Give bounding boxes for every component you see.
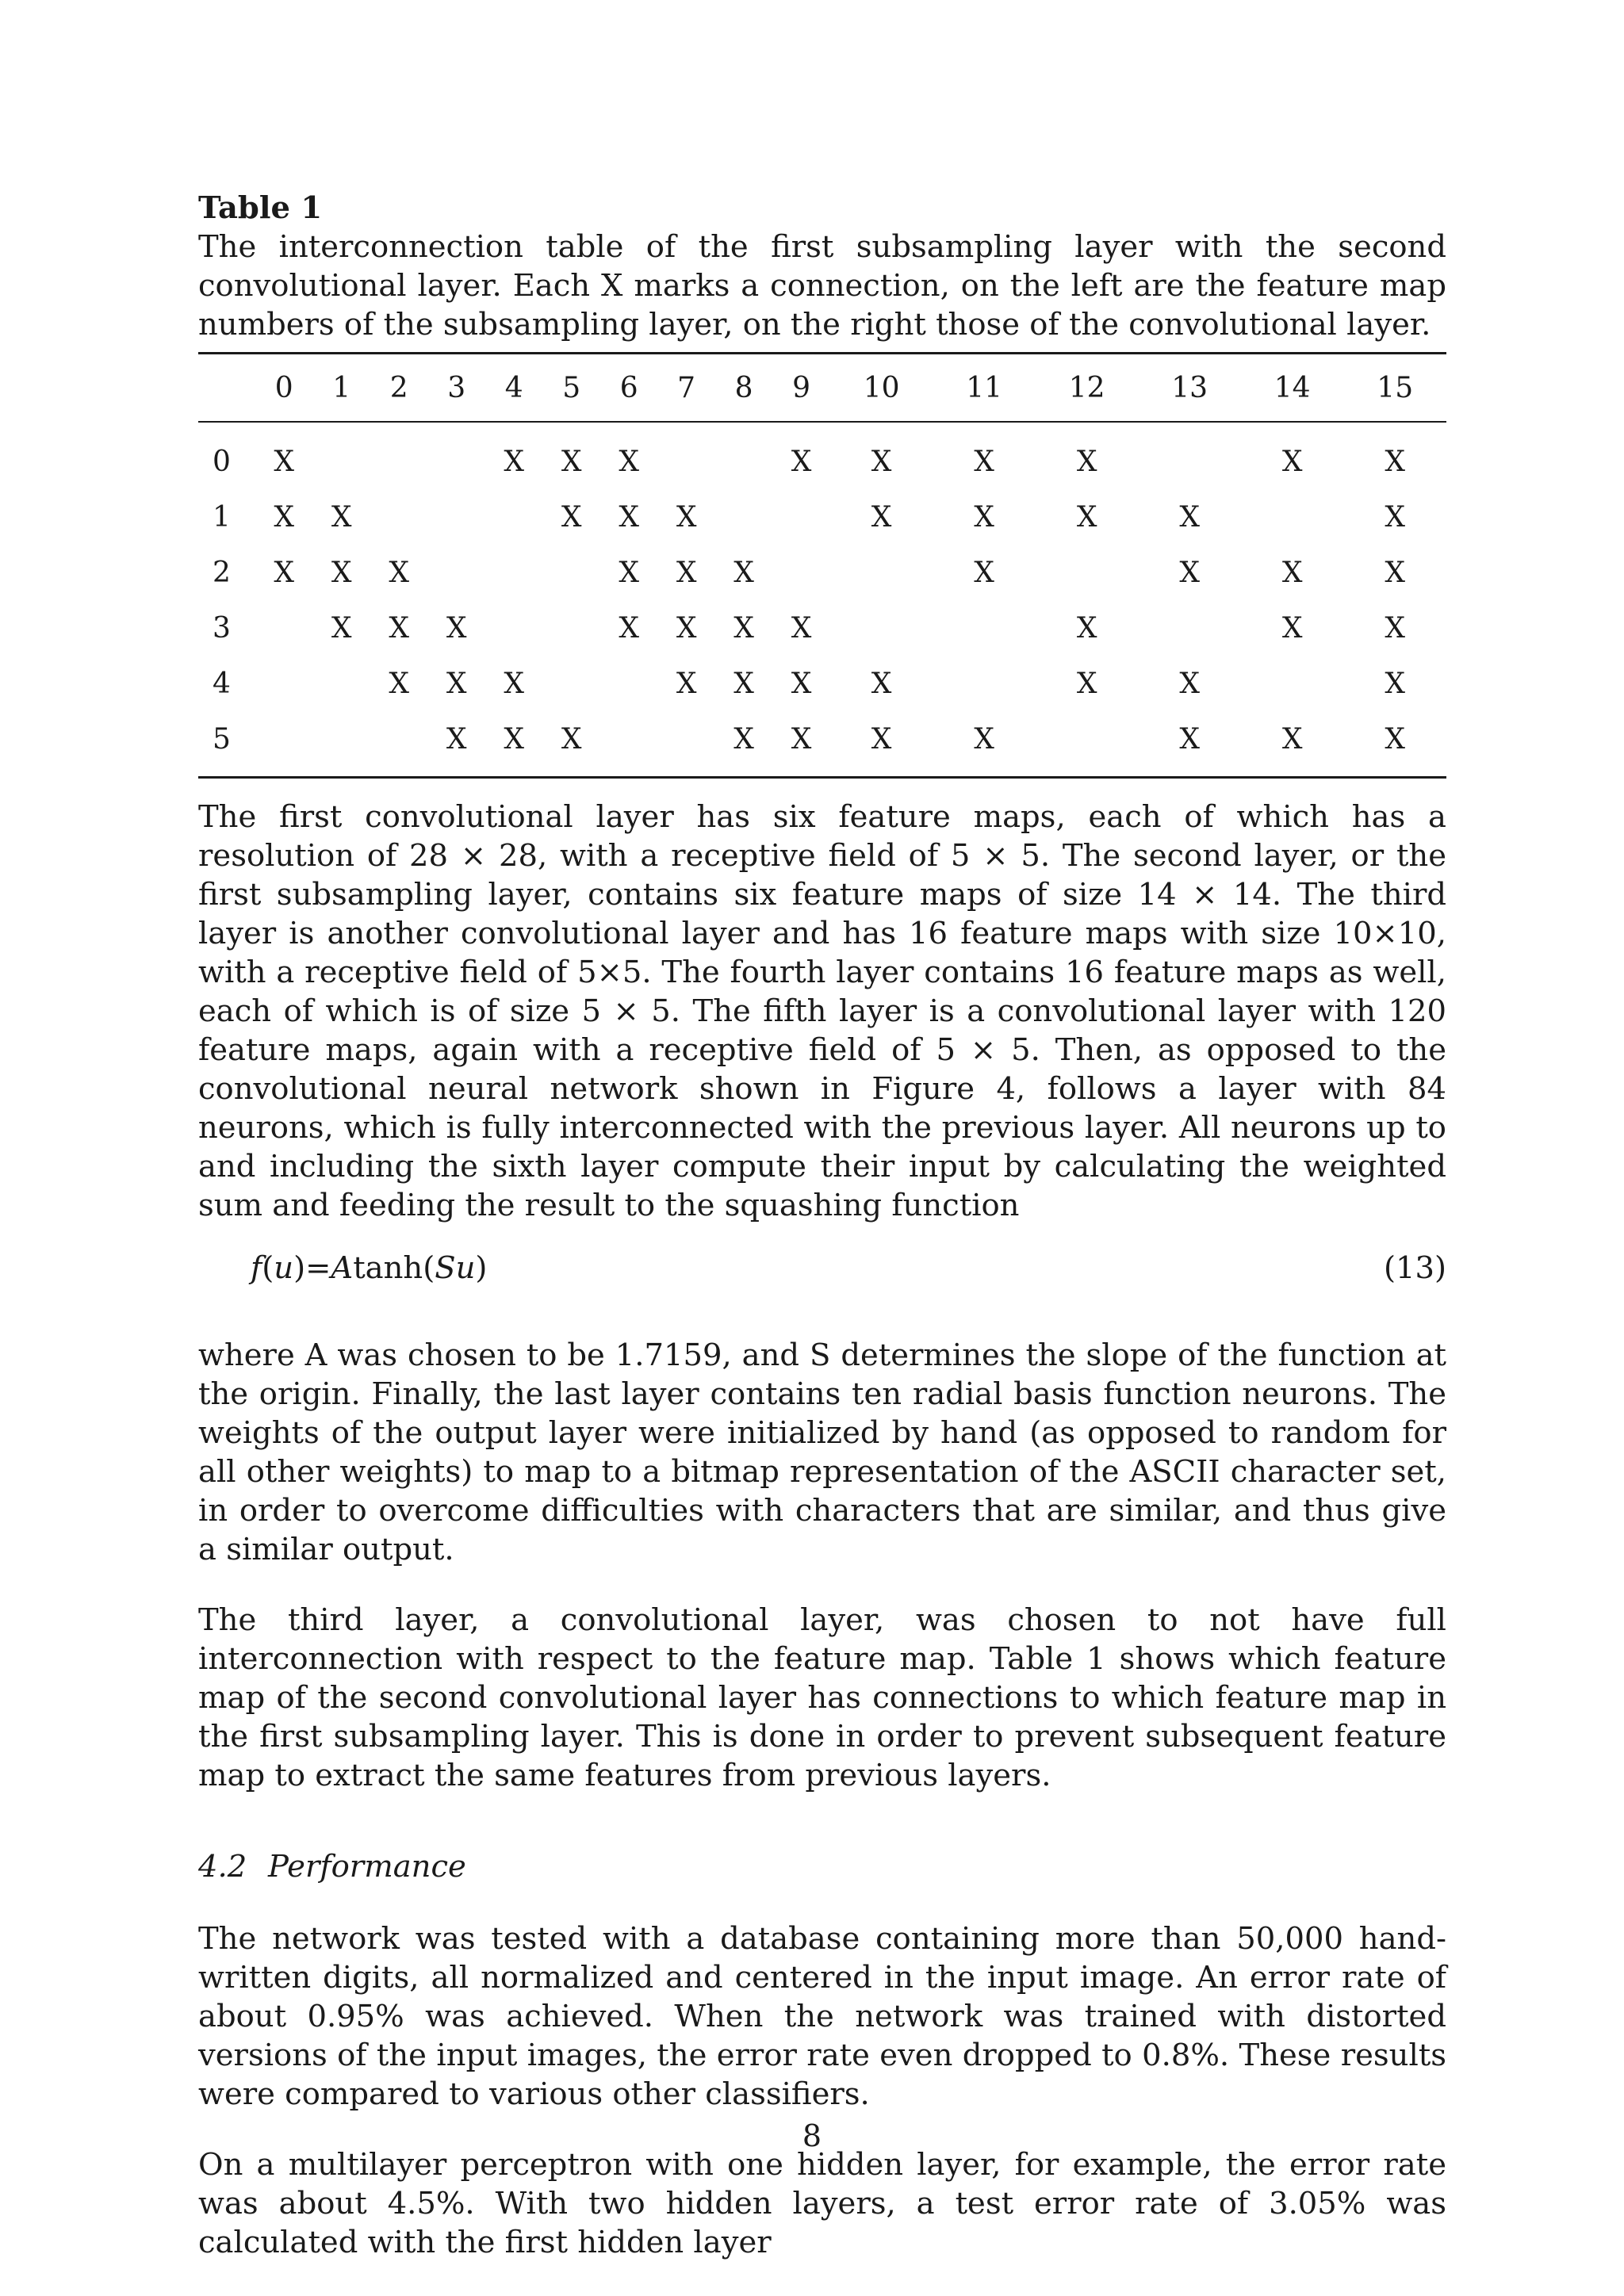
connection-cell: X <box>619 611 639 645</box>
equation <box>198 1241 1446 1304</box>
connection-cell <box>830 600 933 656</box>
connection-cell: X <box>561 722 582 756</box>
connection-cell: X <box>504 667 524 700</box>
connection-cell: X <box>1076 445 1097 478</box>
equation-u: u <box>455 1250 476 1286</box>
connection-cell: X <box>733 722 754 756</box>
connection-cell <box>485 545 542 600</box>
connection-cell <box>772 489 829 545</box>
table-header-cell: 3 <box>447 371 466 404</box>
connection-cell: X <box>619 500 639 534</box>
connection-cell: X <box>733 667 754 700</box>
connection-cell <box>255 711 312 778</box>
table-caption: The interconnection table of the first subsampling layer with the second convolutional layer. Each X marks a connection, on the left are the feature map numbers of the subsampling layer, on the right those of the convolutional layer. <box>198 229 1446 342</box>
table-header-cell: 6 <box>619 371 638 404</box>
table-header-row <box>198 354 1446 423</box>
connection-cell <box>657 422 714 489</box>
equation-s: S <box>435 1250 456 1286</box>
row-label-cell: 1 <box>213 500 231 534</box>
connection-cell: X <box>331 611 352 645</box>
connection-cell <box>427 422 485 489</box>
connection-cell: X <box>791 611 812 645</box>
connection-cell: X <box>1385 500 1406 534</box>
connection-cell: X <box>1385 667 1406 700</box>
equation-a: A <box>331 1250 354 1286</box>
connection-cell <box>1138 600 1241 656</box>
connection-cell: X <box>1281 445 1303 478</box>
connection-cell: X <box>1281 722 1303 756</box>
table-row <box>198 600 1446 656</box>
connection-cell: X <box>974 500 994 534</box>
equation-equals: = <box>305 1250 331 1286</box>
connection-cell: X <box>871 722 892 756</box>
connection-cell: X <box>274 445 295 478</box>
connection-cell: X <box>1281 556 1303 589</box>
connection-cell <box>933 600 1036 656</box>
connection-cell: X <box>1385 722 1406 756</box>
connection-cell <box>255 600 312 656</box>
connection-cell: X <box>1179 722 1200 756</box>
connection-cell: X <box>1385 611 1406 645</box>
table-header-cell: 13 <box>1171 371 1208 404</box>
document-page <box>198 189 1446 2262</box>
connection-cell: X <box>676 556 697 589</box>
page-number: 8 <box>802 2118 822 2153</box>
connection-cell: X <box>504 445 524 478</box>
connection-cell: X <box>1076 500 1097 534</box>
connection-cell: X <box>791 722 812 756</box>
equation-f: f <box>251 1250 262 1286</box>
connection-cell: X <box>1179 500 1200 534</box>
connection-cell <box>255 656 312 711</box>
connection-cell: X <box>561 445 582 478</box>
connection-cell: X <box>619 556 639 589</box>
connection-cell: X <box>1179 667 1200 700</box>
paragraph: The network was tested with a database containing more than 50,000 hand-written digits, all normalized and centered in the input image. An error rate of about 0.95% was achieved. When the network was trained with distorted versions of the input images, the error rate even dropped to 0.8%. These results were compared to various other classifiers. <box>198 1921 1446 2112</box>
equation-u: u <box>274 1250 294 1286</box>
paragraph: The first convolutional layer has six feature maps, each of which has a resolution of 28 × 28, with a receptive field of 5 × 5. The second layer, or the first subsampling layer, contains six feature maps of size 14 × 14. The third layer is another convolutional layer and has 16 feature maps with size 10×10, with a receptive field of 5×5. The fourth layer contains 16 feature maps as well, each of which is of size 5 × 5. The fifth layer is a convolutional layer with 120 feature maps, again with a receptive field of 5 × 5. Then, as opposed to the convolutional neural network shown in Figure 4, follows a layer with 84 neurons, which is fully interconnected with the previous layer. All neurons up to and including the sixth layer compute their input by calculating the weighted sum and feeding the result to the squashing function <box>198 799 1446 1223</box>
connection-cell: X <box>331 556 352 589</box>
connection-cell: X <box>331 500 352 534</box>
connection-cell: X <box>274 500 295 534</box>
table-header-cell: 11 <box>966 371 1003 404</box>
table-header-cell: 14 <box>1274 371 1311 404</box>
section-number: 4.2 <box>198 1849 247 1885</box>
table-header-cell: 4 <box>504 371 523 404</box>
connection-cell: X <box>733 611 754 645</box>
connection-cell <box>715 489 772 545</box>
connection-cell: X <box>791 445 812 478</box>
table-header-cell: 0 <box>274 371 293 404</box>
interconnection-table <box>198 352 1446 779</box>
connection-cell <box>312 656 370 711</box>
connection-cell: X <box>733 556 754 589</box>
table-title: Table 1 <box>198 190 323 226</box>
connection-cell: X <box>676 500 697 534</box>
connection-cell <box>1036 545 1139 600</box>
table-row <box>198 489 1446 545</box>
connection-cell <box>485 600 542 656</box>
connection-cell <box>542 656 599 711</box>
connection-cell <box>1241 656 1344 711</box>
connection-cell: X <box>446 611 467 645</box>
row-label-cell: 2 <box>213 556 231 589</box>
connection-cell <box>600 656 657 711</box>
connection-cell: X <box>1076 667 1097 700</box>
connection-cell <box>312 711 370 778</box>
paragraph: where A was chosen to be 1.7159, and S determines the slope of the function at the origin. Finally, the last layer contains ten radial basis function neurons. The weights of the output layer were initialized by hand (as opposed to random for all other weights) to map to a bitmap representation of the ASCII character set, in order to overcome difficulties with characters that are similar, and thus give a similar output. <box>198 1337 1446 1567</box>
connection-cell <box>542 545 599 600</box>
connection-cell: X <box>1179 556 1200 589</box>
connection-cell <box>1138 422 1241 489</box>
connection-cell <box>427 545 485 600</box>
connection-cell <box>370 489 427 545</box>
row-label-cell: 0 <box>213 445 231 478</box>
row-label-cell: 3 <box>213 611 231 645</box>
table-header-cell: 10 <box>863 371 900 404</box>
connection-cell: X <box>676 611 697 645</box>
connection-cell: X <box>974 722 994 756</box>
connection-cell: X <box>274 556 295 589</box>
table-header-cell: 8 <box>734 371 753 404</box>
connection-cell <box>312 422 370 489</box>
connection-cell <box>657 711 714 778</box>
connection-cell: X <box>389 667 410 700</box>
equation-body: f(u)=Atanh(Su) <box>251 1250 488 1286</box>
connection-cell <box>542 600 599 656</box>
equation-tanh: tanh <box>353 1250 423 1286</box>
table-header-cell: 7 <box>677 371 696 404</box>
connection-cell <box>370 422 427 489</box>
connection-cell: X <box>871 500 892 534</box>
connection-cell <box>370 711 427 778</box>
connection-cell: X <box>1076 611 1097 645</box>
connection-cell <box>485 489 542 545</box>
section-heading <box>198 1847 1446 1886</box>
table-header-cell <box>198 354 255 423</box>
table-row <box>198 422 1446 489</box>
connection-cell: X <box>676 667 697 700</box>
table-header-cell: 15 <box>1377 371 1414 404</box>
connection-cell: X <box>791 667 812 700</box>
connection-cell: X <box>504 722 524 756</box>
connection-cell: X <box>974 445 994 478</box>
connection-cell: X <box>446 722 467 756</box>
connection-cell: X <box>1385 445 1406 478</box>
connection-cell: X <box>1385 556 1406 589</box>
table-header-cell: 12 <box>1068 371 1105 404</box>
connection-cell: X <box>389 611 410 645</box>
table-header-cell: 2 <box>389 371 408 404</box>
connection-cell <box>1241 489 1344 545</box>
connection-cell <box>933 656 1036 711</box>
connection-cell: X <box>871 445 892 478</box>
connection-cell: X <box>561 500 582 534</box>
connection-cell <box>600 711 657 778</box>
table-row <box>198 711 1446 778</box>
connection-cell <box>715 422 772 489</box>
table-header-cell: 1 <box>332 371 351 404</box>
connection-cell <box>1036 711 1139 778</box>
table-header-cell: 9 <box>792 371 811 404</box>
connection-cell: X <box>446 667 467 700</box>
connection-cell: X <box>871 667 892 700</box>
connection-cell: X <box>619 445 639 478</box>
row-label-cell: 5 <box>213 722 231 756</box>
connection-cell <box>427 489 485 545</box>
section-title: Performance <box>268 1849 466 1885</box>
connection-cell: X <box>389 556 410 589</box>
equation-number: (13) <box>1383 1250 1446 1286</box>
paragraph: The third layer, a convolutional layer, was chosen to not have full interconnection with respect to the feature map. Table 1 shows which feature map of the second convolutional layer has connections to which feature map in the first subsampling layer. This is done in order to prevent subsequent feature map to extract the same features from previous layers. <box>198 1602 1446 1793</box>
connection-cell: X <box>1281 611 1303 645</box>
connection-cell <box>830 545 933 600</box>
row-label-cell: 4 <box>213 667 231 700</box>
connection-cell: X <box>974 556 994 589</box>
paragraph: On a multilayer perceptron with one hidden layer, for example, the error rate was about 4.5%. With two hidden layers, a test error rate of 3.05% was calculated with the first hidden layer <box>198 2147 1446 2260</box>
table-row <box>198 656 1446 711</box>
connection-cell <box>772 545 829 600</box>
table-body <box>198 422 1446 778</box>
table-row <box>198 545 1446 600</box>
table-header-cell: 5 <box>562 371 581 404</box>
